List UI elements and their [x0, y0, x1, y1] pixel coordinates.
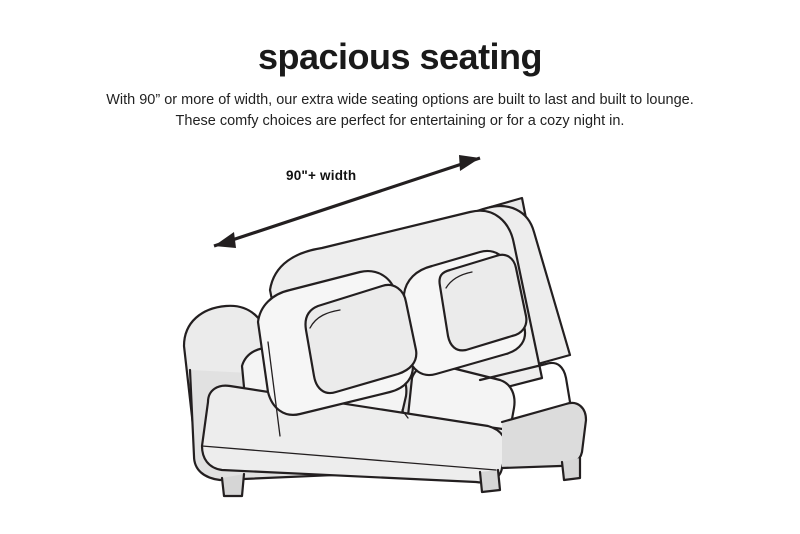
- description-text: [0, 90, 800, 132]
- description-line-1: With 90” or more of width, our extra wide seating options are built to last and built to lounge.: [106, 92, 694, 108]
- width-dimension-label: 90"+ width: [286, 168, 357, 183]
- sofa-body: [184, 198, 586, 496]
- page-title: spacious seating: [257, 36, 543, 77]
- sofa-line-drawing: [150, 140, 670, 510]
- sofa-illustration: [150, 140, 670, 510]
- description-line-2: These comfy choices are perfect for entertaining or for a cozy night in.: [175, 113, 625, 129]
